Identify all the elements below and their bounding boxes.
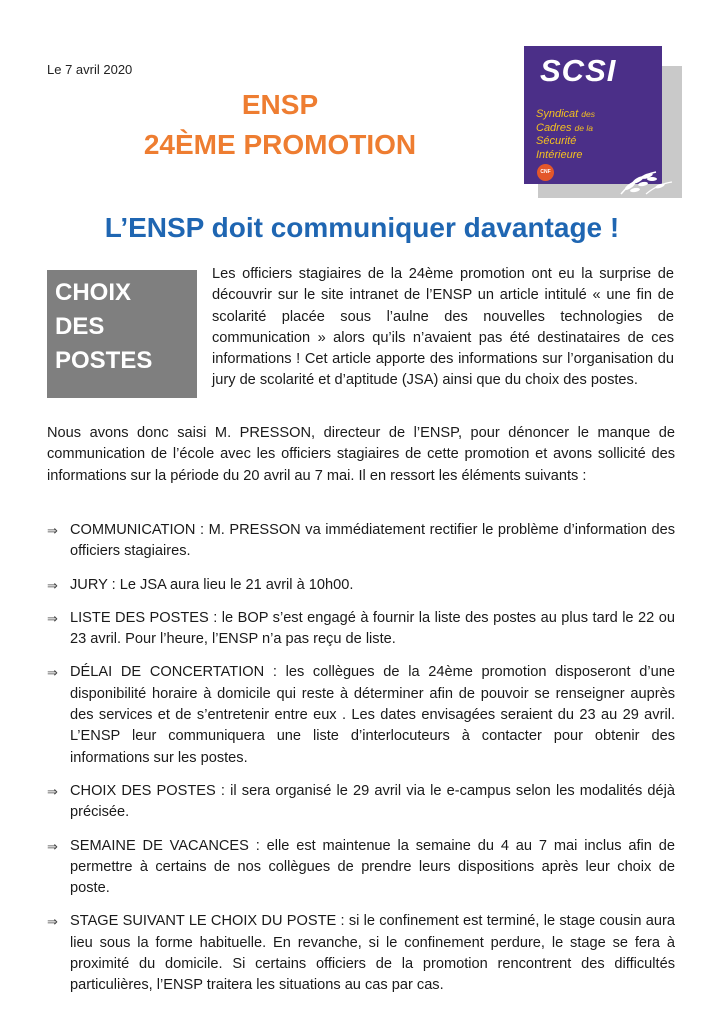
logo-line3: Sécurité xyxy=(536,135,577,147)
arrow-icon: ⇒ xyxy=(47,577,58,593)
bullet-text: DÉLAI DE CONCERTATION : les collègues de la 24ème promotion disposeront d’une disponibilité horaire à domicile qui reste à déterminer afin de pouvoir se renseigner auprès des services et de s’entretenir entre eux . Les dates envisagées seraient du 23 au 29 avril. L’ENSP leur communiquera une liste d’interlocuteurs à contacter pour obtenir des informations sur les postes. xyxy=(70,664,675,766)
laurel-leaves-icon xyxy=(616,166,676,196)
bullet-item xyxy=(47,836,675,900)
arrow-icon: ⇒ xyxy=(47,783,58,799)
main-title: L’ENSP doit communiquer davantage ! xyxy=(104,212,620,243)
arrow-icon: ⇒ xyxy=(47,665,58,681)
logo-line1: Syndicat xyxy=(536,108,579,120)
bullet-item xyxy=(47,781,675,824)
logo-subtitle xyxy=(536,108,595,162)
section-box-choix-des-postes xyxy=(47,270,197,398)
document-date: Le 7 avril 2020 xyxy=(47,62,133,77)
bullet-item xyxy=(47,520,675,563)
bullet-list xyxy=(47,520,675,997)
logo-line2: Cadres xyxy=(536,121,572,134)
arrow-icon: ⇒ xyxy=(47,523,58,538)
section-box-line1: CHOIX xyxy=(55,279,132,306)
logo-title: SCSI xyxy=(540,53,617,88)
arrow-icon: ⇒ xyxy=(47,914,58,930)
section-box-line3: POSTES xyxy=(55,347,153,374)
bullet-text: JURY : Le JSA aura lieu le 21 avril à 10h00. xyxy=(70,576,354,593)
bullet-item xyxy=(47,575,675,596)
bullet-item xyxy=(47,608,675,651)
arrow-icon: ⇒ xyxy=(47,838,58,854)
bullet-text: LISTE DES POSTES : le BOP s’est engagé à fournir la liste des postes au plus tard le 22 ou 23 avril. Pour l’heure, l’ENSP n’a pas reçu de liste. xyxy=(70,609,675,648)
intro-paragraph: Les officiers stagiaires de la 24ème promotion ont eu la surprise de découvrir sur le site intranet de l’ENSP un article intitulé « une fin de scolarité placée sous l’aulne des nouvelles technologies de communication » alors qu’ils n’avaient pas été destinataires de ces informations ! Cet article apporte des informations sur l’organisation du jury de scolarité et d’aptitude (JSA) ainsi que du choix des postes. xyxy=(212,266,674,389)
bullet-item xyxy=(47,662,675,768)
body-paragraph: Nous avons donc saisi M. PRESSON, directeur de l’ENSP, pour dénoncer le manque de communication de l’école avec les officiers stagiaires de cette promotion et avons sollicité des informations sur la période du 20 avril au 7 mai. Il en ressort les éléments suivants : xyxy=(47,425,675,484)
logo-line4: Intérieure xyxy=(536,148,583,161)
org-name: ENSP xyxy=(241,89,319,120)
scsi-logo xyxy=(524,46,682,198)
logo-badge: CNF xyxy=(537,164,554,181)
bullet-text: SEMAINE DE VACANCES : elle est maintenue la semaine du 4 au 7 mai inclus afin de permettre à certains de nos collègues de prendre leurs dispositions après leur choix de poste. xyxy=(70,837,675,897)
arrow-icon: ⇒ xyxy=(47,610,58,626)
bullet-text: COMMUNICATION : M. PRESSON va immédiatement rectifier le problème d’information des officiers stagiaires. xyxy=(70,522,675,560)
logo-line1-small: des xyxy=(581,109,595,119)
promotion-name: 24ÈME PROMOTION xyxy=(143,129,417,160)
section-box-line2: DES xyxy=(55,313,105,340)
bullet-item xyxy=(47,911,675,996)
logo-box xyxy=(524,46,662,184)
logo-line2-small: de la xyxy=(574,122,593,133)
bullet-text: STAGE SUIVANT LE CHOIX DU POSTE : si le confinement est terminé, le stage cousin aura lieu sous la forme habituelle. En revanche, si le confinement perdure, le stage se fera à proximité du domicile. Si certains officiers de la promotion rencontrent des difficultés particulières, l’ENSP traitera les situations au cas par cas. xyxy=(70,913,675,994)
bullet-text: CHOIX DES POSTES : il sera organisé le 29 avril via le e-campus selon les modalités déjà précisée. xyxy=(70,782,675,821)
